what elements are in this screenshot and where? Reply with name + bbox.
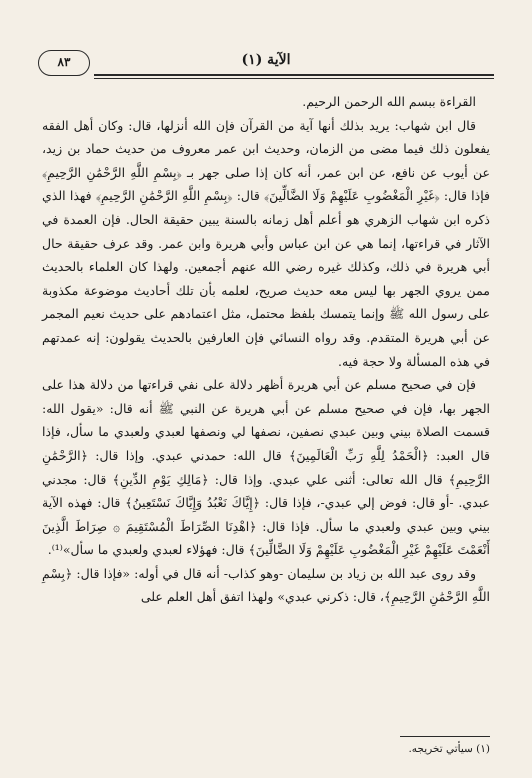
paragraph-abdullah-ibn-ziyad: وقد روى عبد الله بن زياد بن سليمان -وهو كذاب- أنه قال في أوله: «فإذا قال: ﴿بِسْمِ اللَّهِ الرَّحْمَٰنِ الرَّحِيمِ﴾، قال: ذكرني عبدي» ولهذا اتفق أهل العلم على (42, 565, 490, 605)
main-text (42, 90, 490, 609)
header-rule-thin (94, 78, 494, 79)
paragraph-ibn-shihab: قال ابن شهاب: يريد بذلك أنها آية من القرآن فإن الله أنزلها، قال: وكان أهل الفقه يفعلون ذلك فيما مضى من الزمان، وحديث ابن عمر معروف من حديث حماد بن زيد، عن أيوب عن نافع، عن ابن عمر، أنه كان إذا صلى جهر بـ ﴿بِسْمِ اللَّهِ الرَّحْمَٰنِ الرَّحِيمِ﴾ فإذا قال: ﴿غَيْرِ الْمَغْضُوبِ عَلَيْهِمْ وَلَا الضَّالِّينَ﴾ قال: ﴿بِسْمِ اللَّهِ الرَّحْمَٰنِ الرَّحِيمِ﴾ فهذا الذي ذكره ابن شهاب الزهري هو أعلم أهل زمانه بالسنة يبين حقيقة الحال. فإن العمدة في الآثار في قراءتها، إنما هي عن ابن عباس وأبي هريرة وابن عمر. وقد عرف حقيقة حال أبي هريرة في ذلك، وكذلك غيره رضي الله عنهم أجمعين. ولهذا كان العلماء بالحديث ممن يروي الجهر بها ليس معه حديث صريح، لعلمه بأن تلك أحاديث موضوعة مكذوبة على رسول الله ﷺ وإنما يتمسك بلفظ محتمل، مثل اعتمادهم على حديث نعيم المجمر عن أبي هريرة المتقدم. وقد رواه النسائي فإن العارفين بالحديث يقولون: إنه عمدتهم في هذه المسألة ولا حجة فيه. (42, 117, 490, 369)
paragraph-intro: القراءة ببسم الله الرحمن الرحيم. (302, 94, 476, 109)
paragraph-sahih-muslim: فإن في صحيح مسلم عن أبي هريرة أظهر دلالة على نفي قراءتها من دلالة هذا على الجهر بها، فإن في صحيح مسلم عن أبي هريرة عن النبي ﷺ أنه قال: «يقول الله: قسمت الصلاة بيني وبين عبدي نصفين، نصفها لي ونصفها لعبدي ولعبدي ما سأل، فإذا قال العبد: ﴿الْحَمْدُ لِلَّهِ رَبِّ الْعَالَمِينَ﴾ قال الله: حمدني عبدي. وإذا قال: ﴿الرَّحْمَٰنِ الرَّحِيمِ﴾ قال الله تعالى: أثنى علي عبدي. وإذا قال: ﴿مَالِكِ يَوْمِ الدِّينِ﴾ قال: مجدني عبدي. -أو قال: فوض إلي عبدي-، فإذا قال: ﴿إِيَّاكَ نَعْبُدُ وَإِيَّاكَ نَسْتَعِينُ﴾ قال: فهذه الآية بيني وبين عبدي ولعبدي ما سأل. فإذا قال: ﴿اهْدِنَا الصِّرَاطَ الْمُسْتَقِيمَ ۞ صِرَاطَ الَّذِينَ أَنْعَمْتَ عَلَيْهِمْ غَيْرِ الْمَغْضُوبِ عَلَيْهِمْ وَلَا الضَّالِّينَ﴾ قال: فهؤلاء لعبدي ولعبدي ما سأل»⁽¹⁾. (42, 377, 490, 558)
footnote: (١) سيأتي تخريجه. (408, 743, 490, 755)
page-header (38, 50, 494, 76)
footnote-divider (400, 736, 490, 737)
chapter-title: الآية (١) (241, 52, 291, 68)
header-rule (94, 74, 494, 76)
page-number: ٨٣ (38, 50, 90, 76)
